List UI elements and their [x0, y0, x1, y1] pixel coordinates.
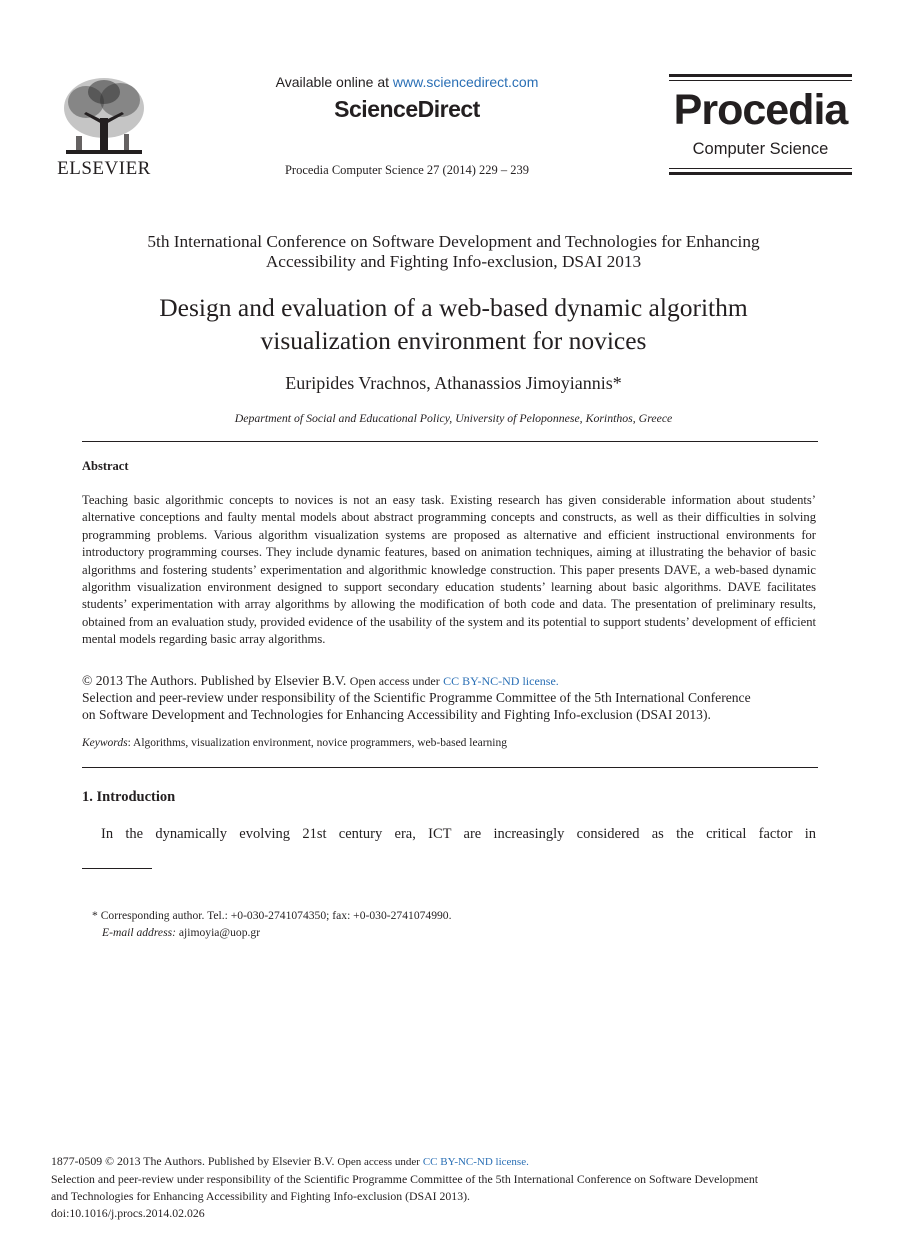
affiliation: Department of Social and Educational Policy, University of Peloponnese, Korinthos, Greece	[234, 411, 673, 425]
title-line-2: visualization environment for novices	[260, 326, 647, 355]
issn-copyright: 1877-0509 © 2013 The Authors. Published by Elsevier B.V.	[51, 1154, 335, 1168]
procedia-subtitle: Computer Science	[692, 140, 829, 158]
bottom-license-link[interactable]: CC BY-NC-ND license.	[422, 1156, 529, 1168]
footnote-email-line	[82, 924, 682, 941]
open-access-text: Open access under	[349, 674, 440, 688]
license-link[interactable]: CC BY-NC-ND license.	[443, 674, 559, 688]
section-heading-introduction: 1. Introduction	[82, 789, 176, 805]
publication-info	[51, 1153, 861, 1222]
bottom-peer-review-line-2: and Technologies for Enhancing Accessibility and Fighting Info-exclusion (DSAI 2013).	[51, 1189, 470, 1203]
abstract-body: Teaching basic algorithmic concepts to novices is not an easy task. Existing research has given considerable information about students’ alternative conceptions and faulty mental models about abstract programming concepts and constructs, as well as their difficulties in solving programming problems. Various algorithm visualization systems are proposed as alternative and efficient instructional environments for introductory programming courses. They include dynamic features, based on animation techniques, aiming at illustrating the behavior of basic algorithms and fostering students’ experimentation and algorithmic knowledge construction. This paper presents DAVE, a web-based dynamic algorithm visualization environment designed to support secondary education students’ learning about basic algorithms. DAVE facilitates students’ experimentation with array algorithms by allowing the modification of both code and data. The presentation of preliminary results, obtained from an evaluation study, provided evidence of the usability of the system and its potential to support students’ development of efficient mental models regarding basic array algorithms.	[82, 493, 816, 647]
issn-line	[51, 1153, 861, 1171]
copyright-line	[82, 673, 827, 690]
doi[interactable]: doi:10.1016/j.procs.2014.02.026	[51, 1206, 205, 1220]
procedia-logo	[669, 74, 852, 176]
authors: Euripides Vrachnos, Athanassios Jimoyiannis*	[285, 373, 622, 393]
footnote-contact: * Corresponding author. Tel.: +0-030-2741074350; fax: +0-030-2741074990.	[92, 909, 452, 922]
logo-rule-bottom-thin	[669, 168, 852, 169]
keywords	[82, 737, 816, 749]
available-online-label: Available online at	[275, 74, 393, 90]
keywords-label: Keywords	[82, 737, 128, 749]
divider-top	[82, 441, 818, 442]
divider-bottom	[82, 767, 818, 768]
conference-line-1: 5th International Conference on Software Development and Technologies for Enhancing	[147, 232, 760, 251]
introduction-paragraph: In the dynamically evolving 21st century era, ICT are increasingly considered as the critical factor in	[101, 826, 816, 842]
journal-reference: Procedia Computer Science 27 (2014) 229 – 239	[284, 163, 530, 177]
paper-title	[60, 291, 847, 357]
conference-line-2: Accessibility and Fighting Info-exclusion, DSAI 2013	[265, 252, 642, 271]
copyright-text: © 2013 The Authors. Published by Elsevier B.V.	[82, 673, 347, 688]
bottom-peer-review-line-1: Selection and peer-review under responsibility of the Scientific Programme Committee of the 5th International Conference on Software Development	[51, 1172, 759, 1186]
peer-review-line-2: on Software Development and Technologies for Enhancing Accessibility and Fighting Info-exclusion (DSAI 2013).	[82, 706, 711, 722]
sciencedirect-link[interactable]: www.sciencedirect.com	[392, 74, 539, 90]
sciencedirect-logo: ScienceDirect	[334, 96, 480, 122]
logo-rule-top	[669, 74, 852, 77]
tree-logo-graphic	[56, 74, 152, 160]
bottom-open-access-text: Open access under	[337, 1156, 420, 1168]
email-label: E-mail address:	[102, 926, 176, 939]
logo-rule-bottom	[669, 172, 852, 175]
abstract-heading: Abstract	[82, 459, 129, 473]
footnote	[82, 907, 682, 941]
available-online-line	[230, 74, 584, 90]
footnote-rule	[82, 868, 152, 869]
keywords-text: : Algorithms, visualization environment, novice programmers, web-based learning	[127, 737, 507, 749]
email-address[interactable]: ajimoyia@uop.gr	[175, 926, 261, 939]
copyright-block	[82, 673, 827, 723]
elsevier-wordmark: ELSEVIER	[57, 158, 151, 179]
peer-review-line-1: Selection and peer-review under responsibility of the Scientific Programme Committee of the 5th International Conference	[82, 689, 751, 705]
title-line-1: Design and evaluation of a web-based dynamic algorithm	[159, 293, 748, 322]
procedia-wordmark: Procedia	[673, 86, 848, 134]
logo-rule-top-thin	[669, 80, 852, 81]
conference-name	[60, 232, 847, 272]
